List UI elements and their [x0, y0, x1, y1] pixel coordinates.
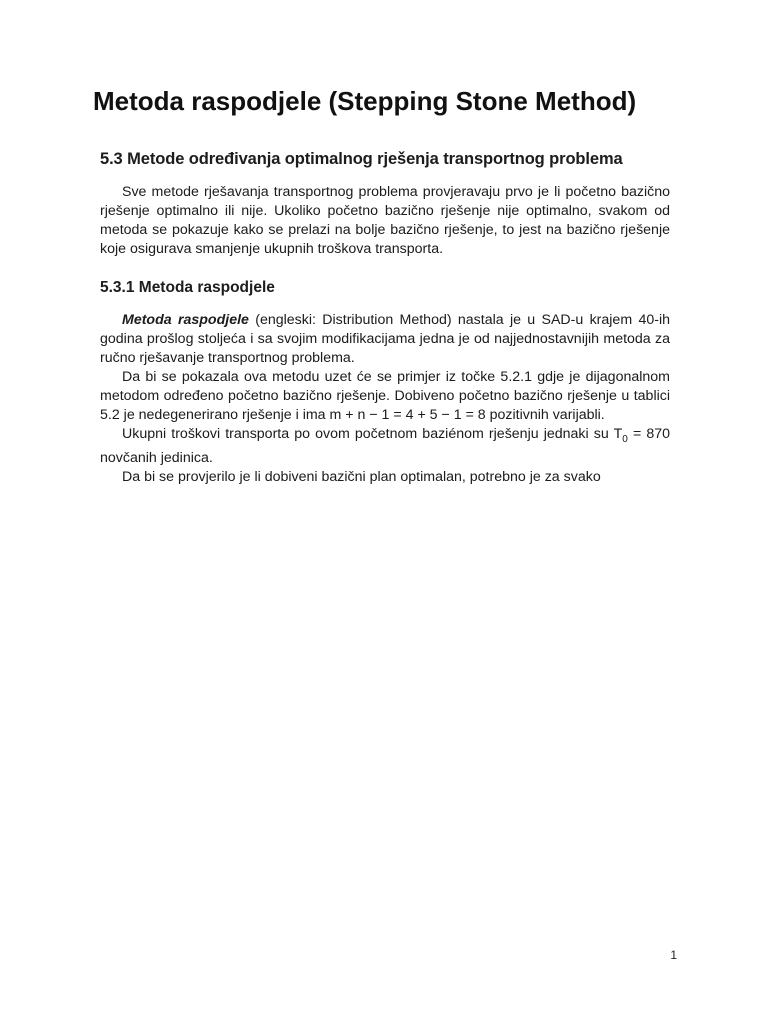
t-symbol: T	[613, 426, 623, 442]
paragraph-distribution-method-text: (engleski: Distribution Method) nastala je u SAD-u krajem 40-ih godina prošlog stoljeća i sa svojim modifikacijama jedna je od najjednostavnijih metoda za ručno rješavanje transportnog problema.	[100, 312, 670, 366]
page-title: Metoda raspodjele (Stepping Stone Method)	[93, 86, 637, 116]
paragraph-total-cost	[100, 425, 670, 468]
subsection-heading: 5.3.1 Metoda raspodjele	[100, 279, 275, 296]
method-name-italic: Metoda raspodjele	[122, 312, 249, 328]
total-cost-text: Ukupni troškovi transporta po ovom početnom baziénom rješenju jednaki su	[122, 426, 614, 442]
paragraph-intro: Sve metode rješavanja transportnog problema provjeravaju prvo je li početno bazično rješenje optimalno ili nije. Ukoliko početno bazično rješenje nije optimalno, svakom od metoda se pokazuje kako se prelazi na bolje bazično rješenje, to jest na bazično rješenje koje osigurava smanjenje ukupnih troškova transporta.	[100, 184, 670, 257]
scanned-excerpt	[100, 150, 670, 487]
total-cost-value: = 870 novčanih jedinica.	[100, 426, 671, 466]
section-heading: 5.3 Metode određivanja optimalnog rješenja transportnog problema	[100, 150, 623, 168]
paragraph-distribution-method	[100, 311, 670, 368]
paragraph-verification: Da bi se provjerilo je li dobiveni bazični plan optimalan, potrebno je za svako	[122, 468, 601, 485]
t-subscript: 0	[622, 433, 628, 445]
page-number: 1	[670, 948, 677, 962]
paragraph-example: Da bi se pokazala ova metodu uzet će se primjer iz točke 5.2.1 gdje je dijagonalnom metodom određeno početno bazično rješenje. Dobiveno početno bazično rješenje u tablici 5.2 je nedegenerirano rješenje i ima m + n − 1 = 4 + 5 − 1 = 8 pozitivnih varijabli.	[100, 369, 670, 423]
